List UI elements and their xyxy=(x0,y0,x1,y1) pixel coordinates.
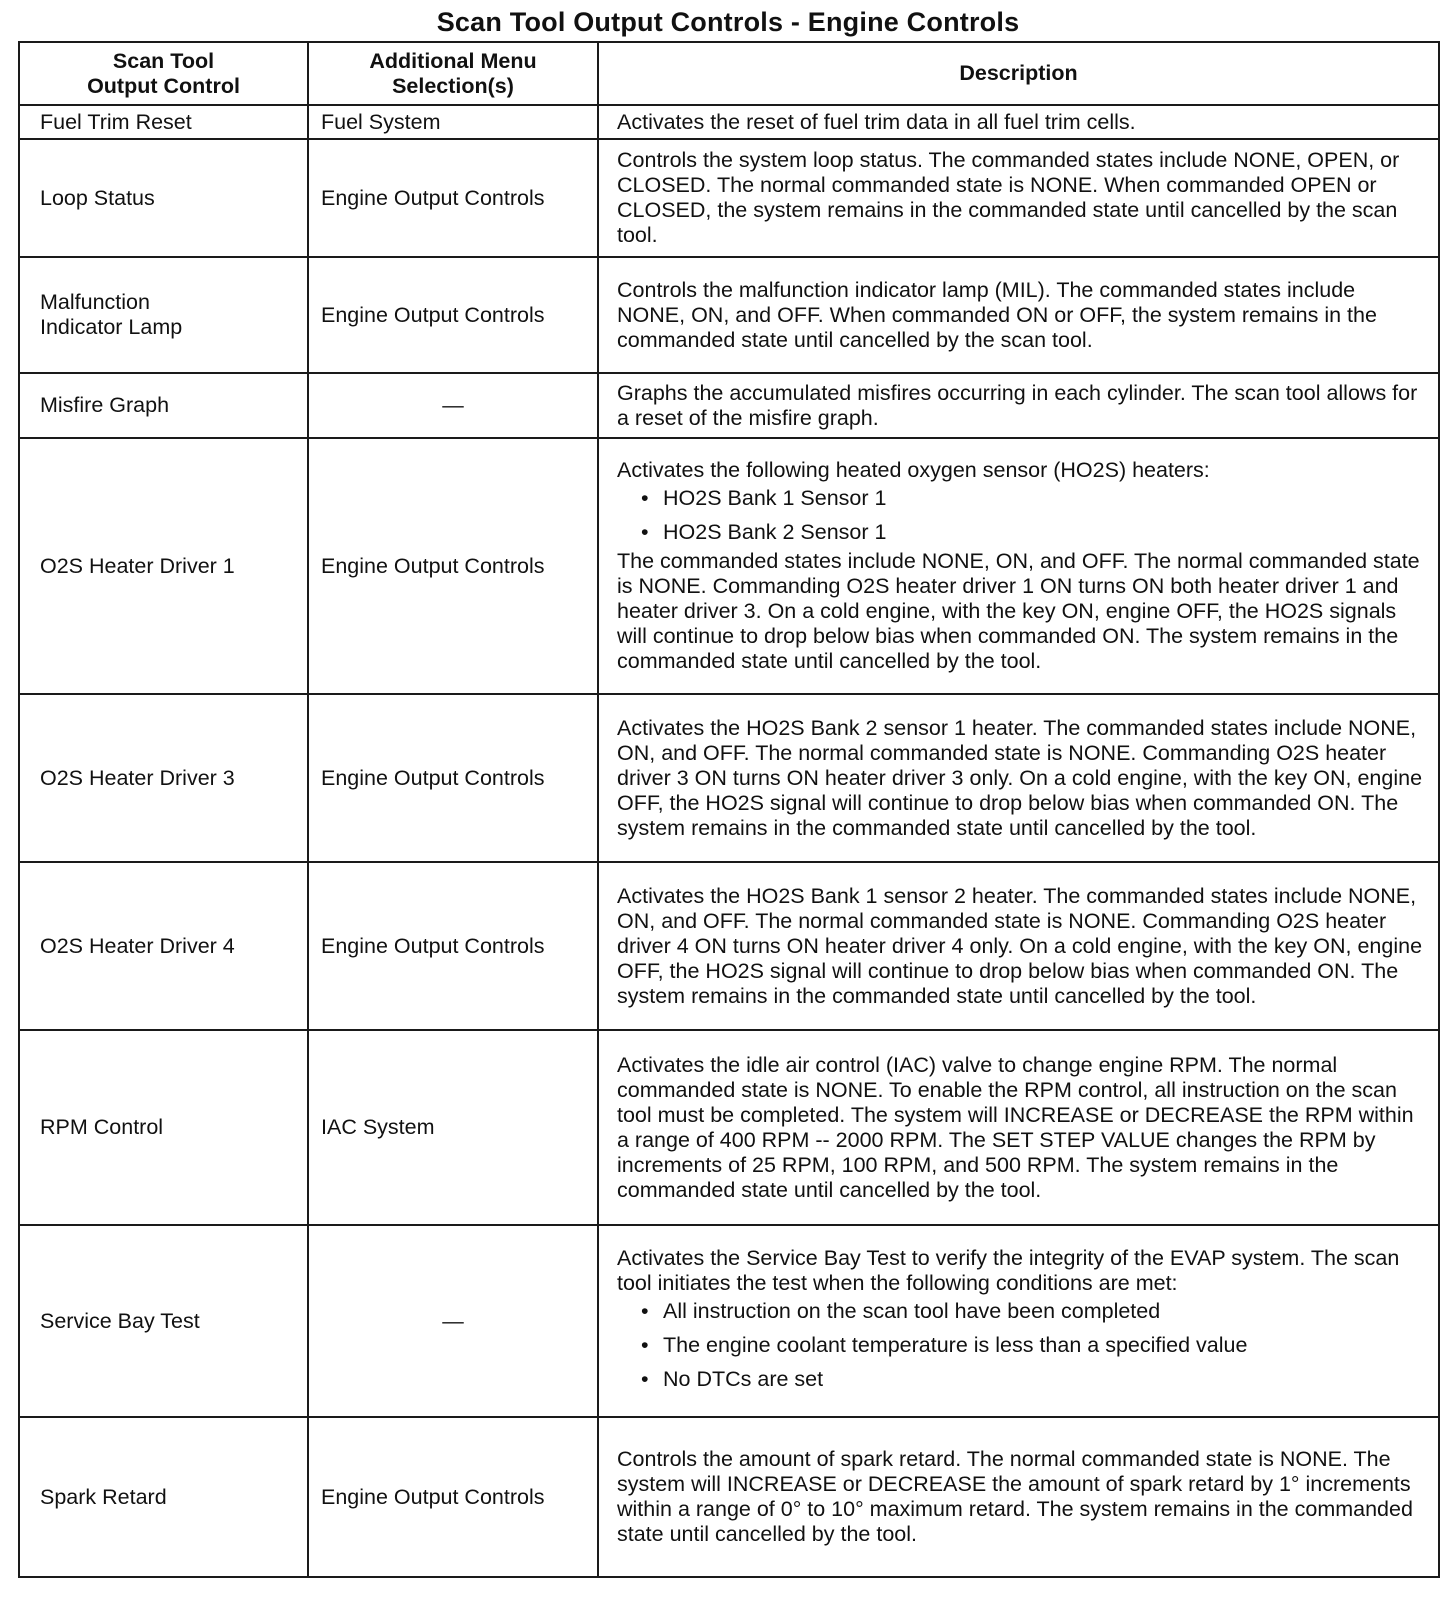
table-body xyxy=(19,105,1439,1577)
description-text: Activates the reset of fuel trim data in all fuel trim cells. xyxy=(617,109,1136,134)
description-text: Activates the Service Bay Test to verify the integrity of the EVAP system. The scan tool initiates the test when the following conditions are met: xyxy=(617,1246,1400,1295)
bullet-text: HO2S Bank 2 Sensor 1 xyxy=(663,520,887,544)
header-description: Description xyxy=(598,42,1439,105)
output-control-text: Loop Status xyxy=(40,185,155,210)
description-cell xyxy=(598,1417,1439,1577)
description-cell xyxy=(598,1030,1439,1225)
description-text: Controls the system loop status. The commanded states include NONE, OPEN, or CLOSED. The normal commanded state is NONE. When commanded OPEN or CLOSED, the system remains in the commanded state until cancelled by the scan tool. xyxy=(617,148,1400,247)
bullet-marker: • xyxy=(641,520,649,544)
menu-selection-cell: Engine Output Controls xyxy=(308,694,598,862)
description-cell xyxy=(598,257,1439,373)
bullet-marker: • xyxy=(641,1333,649,1357)
description-text: Activates the following heated oxygen sensor (HO2S) heaters: xyxy=(617,458,1210,482)
output-control-text: Fuel Trim Reset xyxy=(40,109,192,134)
output-control-cell xyxy=(19,1417,308,1577)
output-control-text: Malfunction xyxy=(40,290,150,314)
description-text: Activates the idle air control (IAC) valve to change engine RPM. The normal commanded state is NONE. To enable the RPM control, all instruction on the scan tool must be completed. The system will INCREASE or DECREASE the RPM within a range of 400 RPM -- 2000 RPM. The SET STEP VALUE changes the RPM by increments of 25 RPM, 100 RPM, and 500 RPM. The system remains in the commanded state until cancelled by the tool. xyxy=(617,1052,1414,1202)
output-control-cell xyxy=(19,373,308,438)
description-cell xyxy=(598,105,1439,139)
output-control-text: Spark Retard xyxy=(40,1484,167,1509)
description-text: Activates the HO2S Bank 1 sensor 2 heater. The commanded states include NONE, ON, and OFF. The normal commanded state is NONE. Commanding O2S heater driver 4 ON turns ON heater driver 4 only. On a cold engine, with the key ON, engine OFF, the HO2S signal will continue to drop below bias when commanded ON. The system remains in the commanded state until cancelled by the tool. xyxy=(617,883,1423,1008)
menu-selection-cell: Fuel System xyxy=(308,105,598,139)
menu-selection-cell: — xyxy=(308,373,598,438)
output-control-cell xyxy=(19,694,308,862)
output-control-text: Indicator Lamp xyxy=(40,315,183,339)
menu-selection-cell: Engine Output Controls xyxy=(308,139,598,257)
output-control-text: O2S Heater Driver 4 xyxy=(40,933,235,958)
table-row xyxy=(19,373,1439,438)
output-control-cell xyxy=(19,1225,308,1417)
bullet-item xyxy=(641,1333,1424,1358)
bullet-item xyxy=(641,1299,1424,1324)
bullet-marker: • xyxy=(641,1367,649,1391)
output-control-cell xyxy=(19,139,308,257)
bullet-marker: • xyxy=(641,486,649,510)
header-scan-tool-output-control xyxy=(19,42,308,105)
output-control-text: RPM Control xyxy=(40,1115,164,1139)
menu-selection-cell: Engine Output Controls xyxy=(308,438,598,694)
output-control-text: Service Bay Test xyxy=(40,1308,200,1333)
description-text: Activates the HO2S Bank 2 sensor 1 heater. The commanded states include NONE, ON, and OFF. The normal commanded state is NONE. Commanding O2S heater driver 3 ON turns ON heater driver 3 only. On a cold engine, with the key ON, engine OFF, the HO2S signal will continue to drop below bias when commanded ON. The system remains in the commanded state until cancelled by the tool. xyxy=(617,715,1423,840)
bullet-list xyxy=(617,1299,1424,1392)
bullet-text: No DTCs are set xyxy=(663,1367,824,1391)
bullet-item xyxy=(641,520,1424,545)
description-text: Graphs the accumulated misfires occurring in each cylinder. The scan tool allows for a reset of the misfire graph. xyxy=(617,380,1418,430)
table-row xyxy=(19,105,1439,139)
table-row xyxy=(19,1417,1439,1577)
output-control-cell xyxy=(19,862,308,1030)
menu-selection-cell: Engine Output Controls xyxy=(308,862,598,1030)
bullet-item xyxy=(641,1367,1424,1392)
table-row xyxy=(19,694,1439,862)
description-text-continued: The commanded states include NONE, ON, and OFF. The normal commanded state is NONE. Commanding O2S heater driver 1 ON turns ON both heater driver 1 and heater driver 3. On a cold engine, with the key ON, engine OFF, the HO2S signals will continue to drop below bias when commanded ON. The system remains in the commanded state until cancelled by the tool. xyxy=(617,549,1420,673)
menu-selection-cell: Engine Output Controls xyxy=(308,257,598,373)
bullet-list xyxy=(617,486,1424,545)
table-row xyxy=(19,1225,1439,1417)
header-additional-menu-selections xyxy=(308,42,598,105)
description-text: Controls the malfunction indicator lamp (MIL). The commanded states include NONE, ON, and OFF. When commanded ON or OFF, the system remains in the commanded state until cancelled by the scan tool. xyxy=(617,277,1377,352)
bullet-marker: • xyxy=(641,1299,649,1323)
bullet-text: HO2S Bank 1 Sensor 1 xyxy=(663,486,887,510)
table-row xyxy=(19,438,1439,694)
header-line: Additional Menu xyxy=(369,48,537,73)
output-control-cell xyxy=(19,105,308,139)
description-cell xyxy=(598,694,1439,862)
output-control-text: O2S Heater Driver 3 xyxy=(40,765,235,790)
bullet-item xyxy=(641,486,1424,511)
output-control-cell xyxy=(19,257,308,373)
header-line: Selection(s) xyxy=(392,73,514,98)
menu-selection-cell: IAC System xyxy=(308,1030,598,1225)
description-cell xyxy=(598,373,1439,438)
table-row xyxy=(19,139,1439,257)
output-controls-table xyxy=(18,41,1440,1578)
output-control-text: O2S Heater Driver 1 xyxy=(40,553,235,578)
description-text: Controls the amount of spark retard. The normal commanded state is NONE. The system will INCREASE or DECREASE the amount of spark retard by 1° increments within a range of 0° to 10° maximum retard. The system remains in the commanded state until cancelled by the tool. xyxy=(617,1447,1413,1546)
description-cell xyxy=(598,139,1439,257)
header-line: Scan Tool xyxy=(112,48,215,73)
output-control-cell xyxy=(19,438,308,694)
table-header-row xyxy=(19,42,1439,105)
bullet-text: All instruction on the scan tool have been completed xyxy=(663,1299,1161,1323)
bullet-text: The engine coolant temperature is less than a specified value xyxy=(663,1333,1248,1357)
table-row xyxy=(19,257,1439,373)
description-cell xyxy=(598,438,1439,694)
page-title: Scan Tool Output Controls - Engine Controls xyxy=(436,7,1020,37)
menu-selection-cell: — xyxy=(308,1225,598,1417)
header-line: Output Control xyxy=(87,73,240,98)
output-control-text: Misfire Graph xyxy=(40,393,170,417)
menu-selection-cell: Engine Output Controls xyxy=(308,1417,598,1577)
output-control-cell xyxy=(19,1030,308,1225)
table-row xyxy=(19,862,1439,1030)
description-cell xyxy=(598,1225,1439,1417)
description-cell xyxy=(598,862,1439,1030)
table-row xyxy=(19,1030,1439,1225)
